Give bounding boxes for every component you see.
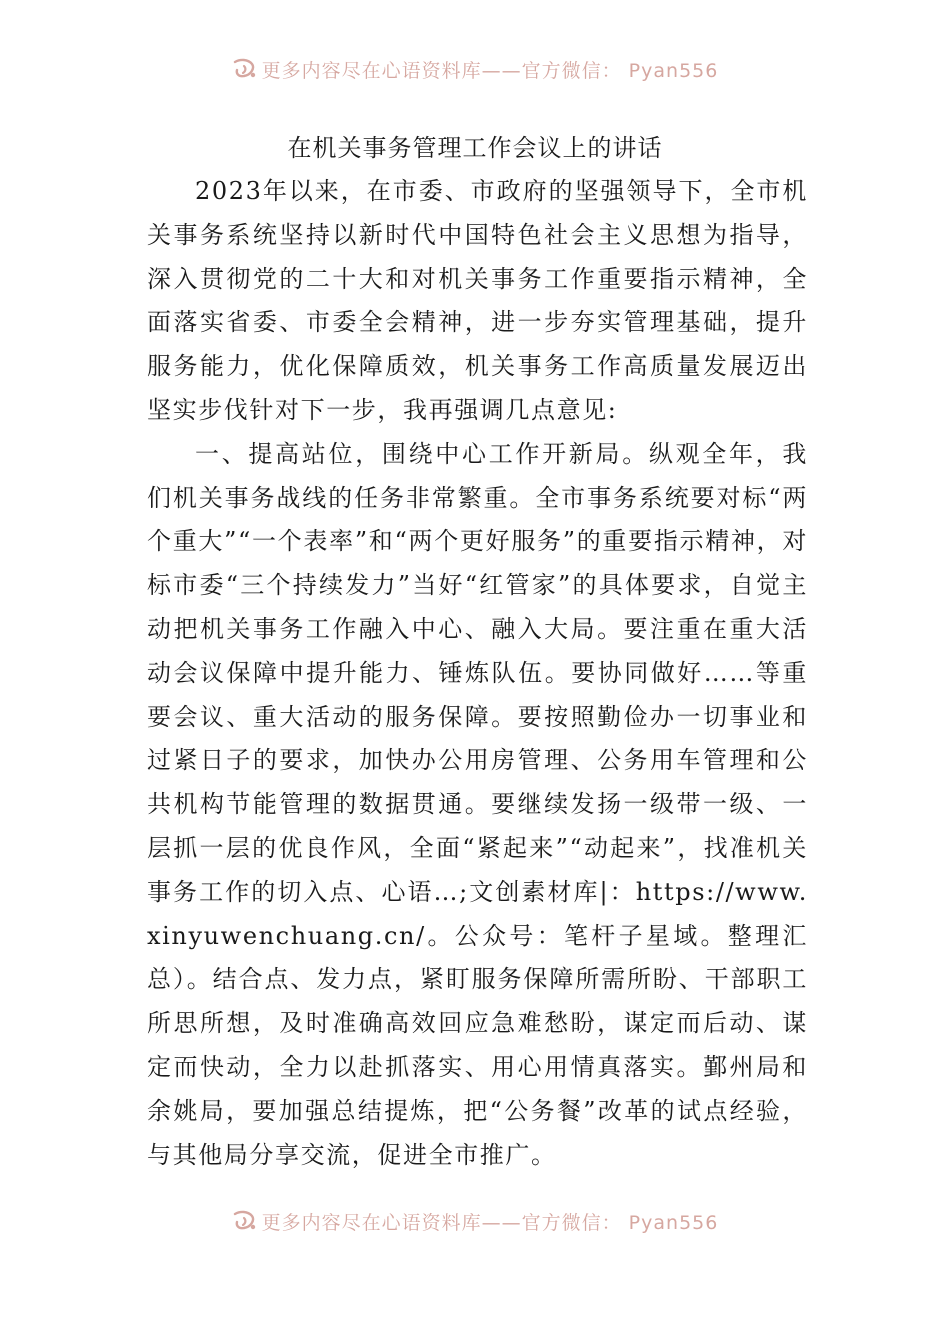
watermark-logo-icon xyxy=(232,1210,258,1232)
paragraph-section-one: 一、提高站位，围绕中心工作开新局。纵观全年，我们机关事务战线的任务非常繁重。全市事务系统要对标“两个重大”“一个表率”和“两个更好服务”的重要指示精神，对标市委“三个持续发力”当好“红管家”的具体要求，自觉主动把机关事务工作融入中心、融入大局。要注重在重大活动会议保障中提升能力、锤炼队伍。要协同做好……等重要会议、重大活动的服务保障。要按照勤俭办一切事业和过紧日子的要求，加快办公用房管理、公务用车管理和公共机构节能管理的数据贯通。要继续发扬一级带一级、一层抓一层的优良作风，全面“紧起来”“动起来”，找准机关事务工作的切入点、心语…;文创素材库|：https://www.xinyuwenchuang.cn/。公众号：笔杆子星域。整理汇总）。结合点、发力点，紧盯服务保障所需所盼、干部职工所思所想，及时准确高效回应急难愁盼，谋定而后动、谋定而快动，全力以赴抓落实、用心用情真落实。鄞州局和余姚局，要加强总结提炼，把“公务餐”改革的试点经验，与其他局分享交流，促进全市推广。 xyxy=(147,439,808,1169)
paragraph-intro: 2023年以来，在市委、市政府的坚强领导下，全市机关事务系统坚持以新时代中国特色社会主义思想为指导，深入贯彻党的二十大和对机关事务工作重要指示精神，全面落实省委、市委全会精神，进一步夯实管理基础，提升服务能力，优化保障质效，机关事务工作高质量发展迈出坚实步伐针对下一步，我再强调几点意见: xyxy=(147,177,808,424)
document-body xyxy=(147,170,808,1177)
footer-watermark xyxy=(0,1206,950,1236)
watermark-logo-icon xyxy=(232,58,258,80)
header-watermark xyxy=(0,54,950,84)
watermark-text: 更多内容尽在心语资料库——官方微信： Pyan556 xyxy=(261,59,719,82)
document-title: 在机关事务管理工作会议上的讲话 xyxy=(287,134,663,162)
watermark-text: 更多内容尽在心语资料库——官方微信： Pyan556 xyxy=(261,1211,719,1234)
